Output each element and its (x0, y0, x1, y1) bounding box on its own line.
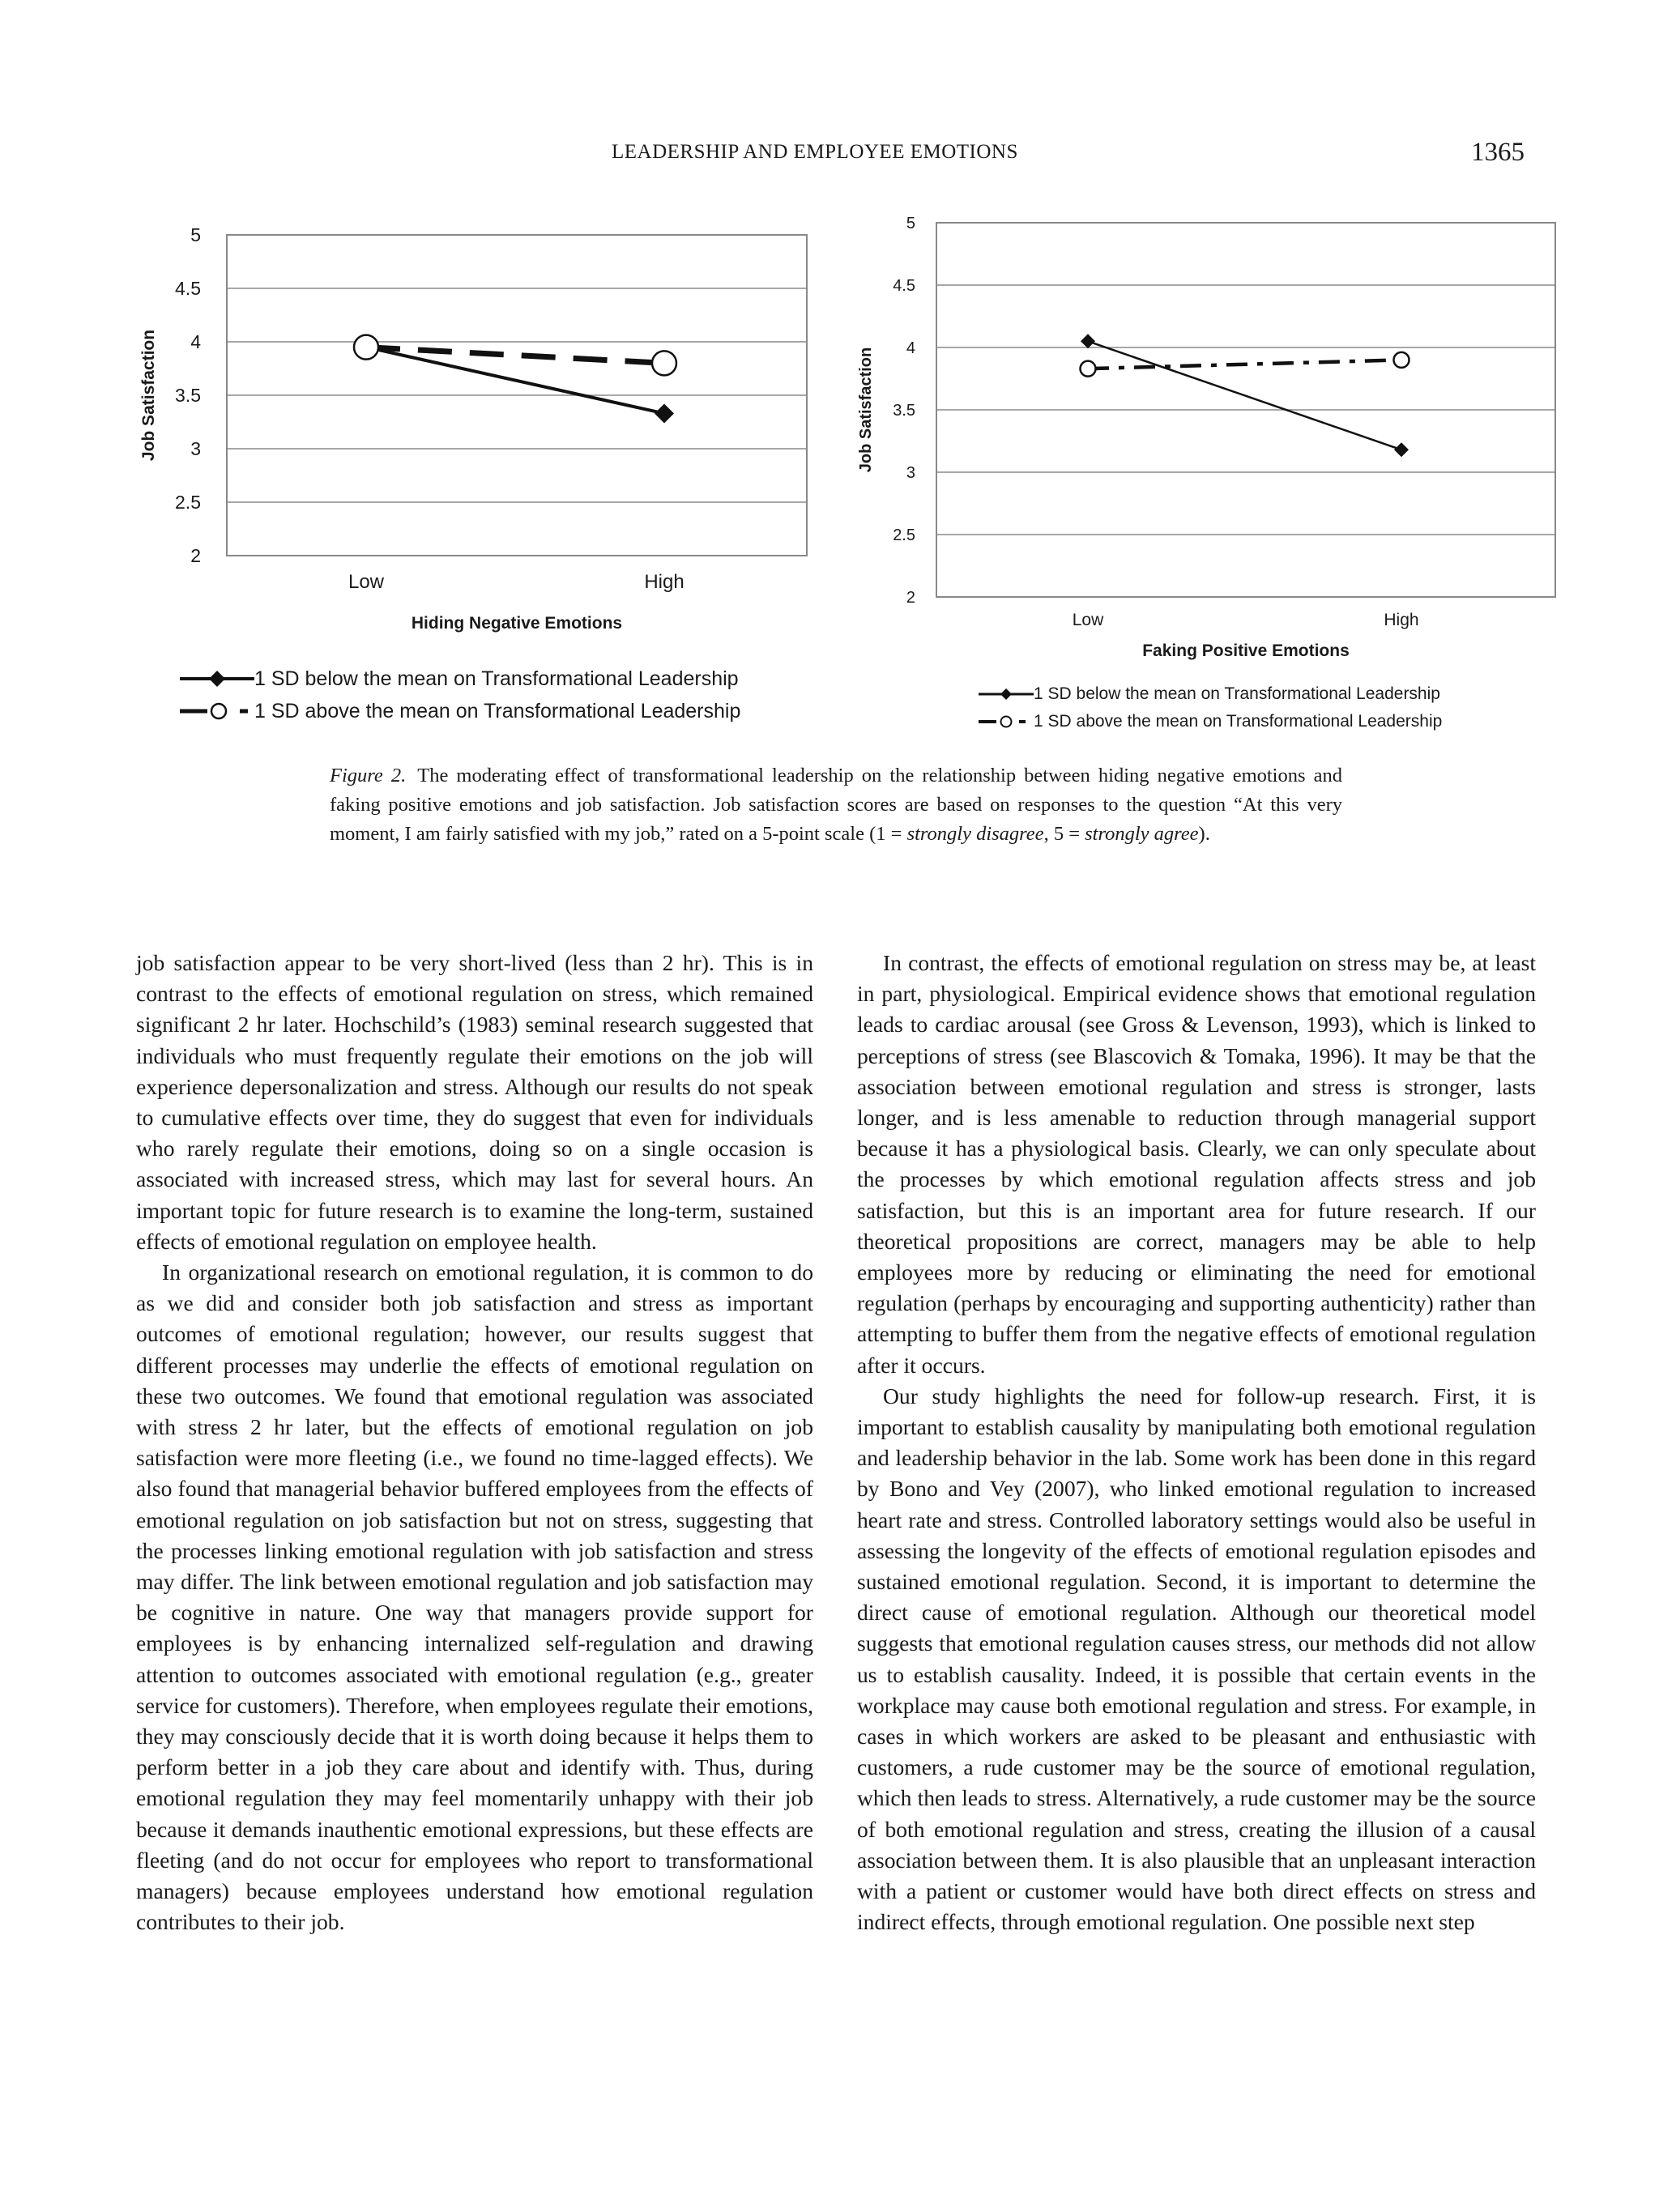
legend-right (979, 680, 1442, 735)
x-tick-label: High (1384, 611, 1419, 629)
y-tick-label: 2.5 (893, 526, 915, 544)
y-tick-label: 2 (906, 589, 915, 607)
caption-emphasis: strongly disagree (906, 823, 1044, 845)
diamond-line-icon (180, 669, 254, 688)
legend-label: 1 SD below the mean on Transformational Leadership (254, 667, 739, 690)
plot-area (227, 235, 807, 556)
data-point-diamond (1081, 334, 1095, 348)
y-tick-label: 4 (190, 331, 201, 353)
body-column-left (136, 948, 813, 1938)
series-markers (1081, 334, 1410, 457)
running-head: LEADERSHIP AND EMPLOYEE EMOTIONS (612, 141, 1018, 163)
series-line (366, 347, 664, 414)
y-axis-label: Job Satisfaction (857, 347, 875, 473)
grid (936, 223, 1555, 597)
series-lines (366, 347, 664, 414)
series-lines (1088, 341, 1401, 450)
data-point-diamond (1394, 442, 1409, 457)
y-tick-label: 2.5 (175, 492, 201, 514)
y-tick-label: 5 (190, 224, 201, 246)
x-axis-label: Faking Positive Emotions (1142, 641, 1350, 660)
paragraph: In contrast, the effects of emotional regulation on stress may be, at least in part, physiological. Empirical evidence shows that emotional regulation leads to cardiac arousal (see Gross & Levenson, 1993), which is linked to perceptions of stress (see Blascovich & Tomaka, 1996). It may be that the association between emotional regulation and stress is stronger, lasts longer, and is less amenable to reduction through managerial support because it has a physiological basis. Clearly, we can only speculate about the processes by which emotional regulation affects stress and job satisfaction, but this is an important area for future research. If our theoretical propositions are correct, managers may be able to help employees more by reducing or eliminating the need for emotional regulation (perhaps by encouraging and supporting authenticity) rather than attempting to buffer them from the negative effects of emotional regulation after it occurs. (857, 950, 1536, 1378)
data-point-circle (1394, 352, 1410, 368)
y-tick-label: 4 (906, 339, 915, 357)
legend-label: 1 SD above the mean on Transformational Leadership (254, 699, 741, 722)
series-markers (354, 335, 676, 424)
caption-emphasis: strongly agree (1085, 823, 1199, 845)
y-tick-label: 3 (906, 464, 915, 482)
open-circle-line-icon (979, 714, 1034, 730)
y-tick-label: 3.5 (893, 402, 915, 420)
x-axis-ticks (1073, 611, 1419, 629)
data-point-circle (1081, 361, 1096, 377)
figure-label: Figure 2. (330, 765, 407, 786)
paragraph: Our study highlights the need for follow-up research. First, it is important to establish causality by manipulating both emotional regulation and leadership behavior in the lab. Some work has been done in this regard by Bono and Vey (2007), who linked emotional regulation to increased heart rate and stress. Controlled laboratory settings would also be useful in assessing the longevity of the effects of emotional regulation episodes and sustained emotional regulation. Second, it is important to determine the direct cause of emotional regulation. Although our theoretical model suggests that emotional regulation causes stress, our methods did not allow us to establish causality. Indeed, it is possible that certain events in the workplace may cause both emotional regulation and stress. For example, in cases in which workers are asked to be pleasant and enthusiastic with customers, a rude customer may be the source of emotional regulation, which then leads to stress. Alternatively, a rude customer may be the source of both emotional regulation and stress, creating the illusion of a causal association between them. It is also plausible that an unpleasant interaction with a patient or customer would have both direct effects on stress and indirect effects, through emotional regulation. One possible next step (857, 1383, 1536, 1935)
legend-label: 1 SD below the mean on Transformational Leadership (1034, 684, 1440, 703)
legend-entry (180, 695, 740, 727)
y-tick-label: 4.5 (893, 277, 915, 295)
x-axis-label: Hiding Negative Emotions (411, 614, 623, 633)
data-point-diamond (356, 338, 376, 357)
y-axis-ticks (893, 215, 915, 607)
legend-entry (180, 663, 740, 695)
open-circle-line-icon (180, 701, 254, 721)
figure-caption (330, 761, 1342, 849)
y-axis-label: Job Satisfaction (139, 329, 158, 462)
data-point-circle (652, 351, 676, 375)
y-tick-label: 4.5 (175, 278, 201, 300)
caption-text: , 5 = (1043, 823, 1085, 845)
grid (227, 235, 807, 556)
y-tick-label: 5 (906, 215, 915, 232)
legend-left (180, 663, 740, 727)
legend-entry (979, 708, 1442, 735)
x-tick-label: Low (348, 571, 385, 593)
plot-area (936, 223, 1555, 597)
x-tick-label: High (644, 571, 684, 593)
body-column-right (857, 948, 1536, 1938)
y-tick-label: 3.5 (175, 385, 201, 407)
series-line (1088, 341, 1401, 450)
diamond-line-icon (979, 686, 1034, 702)
x-axis-ticks (348, 571, 684, 593)
paragraph: In organizational research on emotional regulation, it is common to do as we did and consider both job satisfaction and stress as important outcomes of emotional regulation; however, our results suggest that different processes may underlie the effects of emotional regulation on these two outcomes. We found that emotional regulation was associated with stress 2 hr later, but the effects of emotional regulation on job satisfaction were more fleeting (i.e., we found no time-lagged effects). We also found that managerial behavior buffered employees from the effects of emotional regulation on job satisfaction but not on stress, suggesting that the processes linking emotional regulation with job satisfaction and stress may differ. The link between emotional regulation and job satisfaction may be cognitive in nature. One way that managers provide support for employees is by enhancing internalized self-regulation and drawing attention to outcomes associated with emotional regulation (e.g., greater service for customers). Therefore, when employees regulate their emotions, they may consciously decide that it is worth doing because it helps them to perform better in a job they care about and identify with. Thus, during emotional regulation they may feel momentarily unhappy with their job because it demands inauthentic emotional expressions, but these effects are fleeting (and do not occur for employees who report to transformational managers) because employees understand how emotional regulation contributes to their job. (136, 1259, 813, 1935)
series-line (366, 347, 664, 364)
y-tick-label: 2 (190, 545, 201, 567)
legend-entry (979, 680, 1442, 708)
data-point-diamond (655, 403, 674, 423)
caption-text: The moderating effect of transformational leadership on the relationship between hiding negative emotions and faking positive emotions and job satisfaction. Job satisfaction scores are based on responses to the question “At this very moment, I am fairly satisfied with my job,” rated on a 5-point scale (1 = (330, 765, 1342, 845)
caption-text: ). (1198, 823, 1210, 845)
paragraph: job satisfaction appear to be very short-lived (less than 2 hr). This is in contrast to the effects of emotional regulation on stress, which remained significant 2 hr later. Hochschild’s (1983) seminal research suggested that individuals who must frequently regulate their emotions on the job will experience depersonalization and stress. Although our results do not speak to cumulative effects over time, they do suggest that even for individuals who rarely regulate their emotions, doing so on a single occasion is associated with increased stress, which may last for several hours. An important topic for future research is to examine the long-term, sustained effects of emotional regulation on employee health. (136, 950, 813, 1254)
y-axis-ticks (175, 224, 201, 566)
x-tick-label: Low (1072, 611, 1104, 629)
legend-label: 1 SD above the mean on Transformational Leadership (1034, 712, 1443, 731)
y-tick-label: 3 (190, 438, 201, 460)
data-point-circle (354, 335, 378, 360)
page-number: 1365 (1471, 138, 1525, 167)
series-line (1088, 360, 1401, 369)
